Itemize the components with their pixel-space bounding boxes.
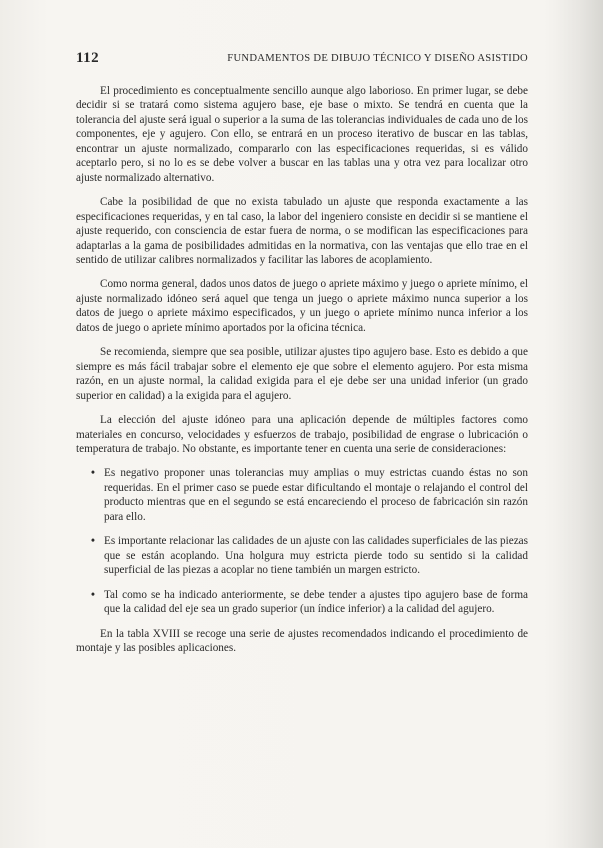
page-number: 112: [76, 50, 100, 66]
running-title: FUNDAMENTOS DE DIBUJO TÉCNICO Y DISEÑO ASISTIDO: [227, 53, 528, 64]
bullet-icon: •: [91, 588, 95, 601]
list-item-text: Tal como se ha indicado anteriormente, se debe tender a ajustes tipo agujero base de forma que la calidad del eje sea un grado superior (un índice inferior) a la calidad del agujero.: [104, 588, 528, 616]
paragraph: Se recomienda, siempre que sea posible, utilizar ajustes tipo agujero base. Esto es debido a que siempre es más fácil trabajar sobre el elemento eje que sobre el elemento agujero. Por esta misma razón, en un ajuste normal, la calidad exigida para el eje debe ser una unidad inferior (un grado superior en calidad) a la exigida para el agujero.: [76, 346, 528, 402]
page-spine-shadow: [543, 0, 603, 848]
paragraph: La elección del ajuste idóneo para una aplicación depende de múltiples factores como materiales en concurso, velocidades y esfuerzos de trabajo, posibilidad de engrase o lubricación o temperatura de trabajo. No obstante, es importante tener en cuenta una serie de consideraciones:: [76, 414, 528, 455]
body-text: [76, 84, 528, 665]
considerations-list: [76, 466, 528, 616]
page-header: [76, 50, 528, 68]
list-item: [91, 588, 528, 617]
list-item-text: Es negativo proponer unas tolerancias muy amplias o muy estrictas cuando éstas no son requeridas. En el primer caso se puede estar dificultando el montaje o relajando el control del producto mientras que en el segundo se está encareciendo el proceso de fabricación sin razón para ello.: [104, 467, 528, 523]
bullet-icon: •: [91, 535, 95, 548]
paragraph: Como norma general, dados unos datos de juego o apriete máximo y juego o apriete mínimo, el ajuste normalizado idóneo será aquel que tenga un juego o apriete máximo nunca superior a los datos de juego o apriete máximo especificados, y un juego o apriete mínimo nunca inferior a los datos de juego o apriete mínimo aportados por la oficina técnica.: [76, 278, 528, 334]
final-paragraph: En la tabla XVIII se recoge una serie de ajustes recomendados indicando el procedimiento de montaje y las posibles aplicaciones.: [76, 627, 528, 654]
bullet-icon: •: [91, 467, 95, 480]
paragraph: El procedimiento es conceptualmente sencillo aunque algo laborioso. En primer lugar, se debe decidir si se tratará como sistema agujero base, eje base o mixto. Se tendrá en cuenta que la tolerancia del ajuste será igual o superior a la suma de las tolerancias individuales de cada uno de los componentes, eje y agujero. Con ello, se entrará en un proceso iterativo de buscar en las tablas, encontrar un ajuste normalizado, compararlo con las especificaciones requeridas, si es válido aceptarlo pero, si no lo es se debe volver a buscar en las tablas una y otra vez para localizar otro ajuste normalizado alternativo.: [76, 85, 528, 184]
list-item: [91, 466, 528, 524]
paragraph: Cabe la posibilidad de que no exista tabulado un ajuste que responda exactamente a las especificaciones requeridas, y en tal caso, la labor del ingeniero consiste en decidir si se mantiene el ajuste requerido, con consciencia de estar fuera de norma, o se modifican las especificaciones para adaptarlas a la gama de posibilidades admitidas en la normativa, con las ventajas que ello trae en el sentido de utilizar calibres normalizados y facilitar las labores de acoplamiento.: [76, 196, 528, 266]
list-item: [91, 534, 528, 577]
list-item-text: Es importante relacionar las calidades de un ajuste con las calidades superficiales de las piezas que se están acoplando. Una holgura muy estricta pierde todo su sentido si la calidad superficial de las piezas a acoplar no tiene también un margen estricto.: [104, 535, 528, 577]
